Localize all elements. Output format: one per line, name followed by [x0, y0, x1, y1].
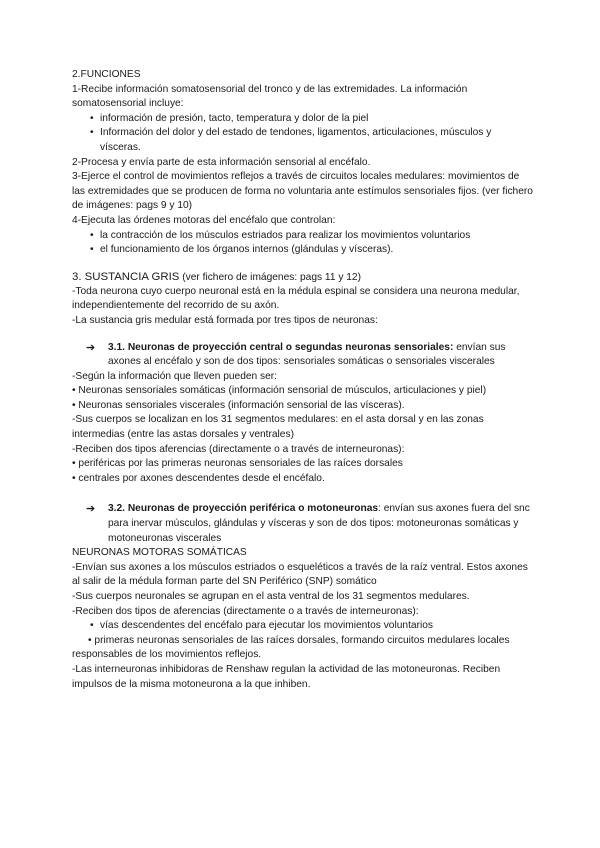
- bullet-dot-icon: •: [88, 634, 95, 646]
- s2-paragraph-1: 1-Recibe información somatosensorial del tronco y de las extremidades. La información somatosensorial incluye:: [72, 83, 468, 110]
- s31-paragraph-1: -Según la información que lleven pueden ser:: [72, 370, 278, 382]
- s2-paragraph-4: 4-Ejecuta las órdenes motoras del encéfalo que controlan:: [72, 214, 336, 226]
- list-item: • Información del dolor y del estado de tendones, ligamentos, articulaciones, músculos y vísceras.: [90, 127, 492, 153]
- bullet-dot-icon: •: [90, 620, 94, 632]
- list-item: • primeras neuronas sensoriales de las raíces dorsales, formando circuitos medulares locales responsables de los movimientos reflejos.: [72, 634, 510, 661]
- section-3-note: (ver fichero de imágenes: pags 11 y 12): [179, 271, 361, 283]
- s31-paragraph-2: -Sus cuerpos se localizan en los 31 segmentos medulares: en el asta dorsal y en las zonas intermedias (entre las astas dorsales y ventrales): [72, 414, 484, 441]
- list-item: • Neuronas sensoriales somáticas (información sensorial de músculos, articulaciones y piel): [72, 385, 487, 397]
- right-arrow-icon: ➔: [86, 503, 96, 516]
- bullet-dot-icon: •: [90, 244, 94, 256]
- subsection-3-2: ➔ 3.2. Neuronas de proyección periférica o motoneuronas: envían sus axones fuera del snc para inervar músculos, glándulas y vísceras y son de dos tipos: motoneuronas somáticas y motoneuronas viscerales: [86, 503, 530, 544]
- subsection-3-2-heading: 3.2. Neuronas de proyección periférica o motoneuronas: [108, 503, 379, 515]
- list-item: • periféricas por las primeras neuronas sensoriales de las raíces dorsales: [72, 458, 403, 470]
- bullet-dot-icon: •: [90, 229, 94, 241]
- right-arrow-icon: ➔: [86, 341, 96, 354]
- section-2-title: 2.FUNCIONES: [72, 69, 141, 80]
- subsection-3-1-heading: 3.1. Neuronas de proyección central o segundas neuronas sensoriales:: [108, 341, 454, 353]
- subsection-3-1: ➔ 3.1. Neuronas de proyección central o segundas neuronas sensoriales: envían sus axones al encéfalo y son de dos tipos: sensoriales somáticas o sensoriales viscerales: [86, 341, 506, 368]
- document-page: [72, 68, 534, 692]
- s3-paragraph-2: -La sustancia gris medular está formada por tres tipos de neuronas:: [72, 314, 378, 326]
- bullet-dot-icon: •: [72, 472, 79, 484]
- list-item: • la contracción de los músculos estriados para realizar los movimientos voluntarios: [72, 229, 534, 244]
- s32-paragraph-2: -Sus cuerpos neuronales se agrupan en el asta ventral de los 31 segmentos medulares.: [72, 591, 470, 602]
- s31-paragraph-3: -Reciben dos tipos aferencias (directamente o a través de interneuronas):: [72, 443, 405, 455]
- s32-paragraph-3: -Reciben dos tipos de aferencias (directamente o a través de interneuronas):: [72, 605, 419, 617]
- section-3-title: 3. SUSTANCIA GRIS (ver fichero de imágenes: pags 11 y 12): [72, 270, 361, 283]
- bullet-dot-icon: •: [90, 112, 94, 124]
- bullet-dot-icon: •: [72, 399, 79, 411]
- list-item: • Neuronas sensoriales viscerales (información sensorial de las vísceras).: [72, 399, 405, 411]
- bullet-dot-icon: •: [90, 127, 94, 139]
- list-item: • el funcionamiento de los órganos internos (glándulas y vísceras).: [72, 243, 534, 258]
- list-item: • centrales por axones descendentes desde el encéfalo.: [72, 472, 325, 484]
- s32-paragraph-4: -Las interneuronas inhibidoras de Renshaw regulan la actividad de las motoneuronas. Reciben impulsos de la misma motoneurona a la que inhiben.: [72, 663, 501, 690]
- bullet-dot-icon: •: [72, 385, 79, 397]
- s3-paragraph-1: -Toda neurona cuyo cuerpo neuronal está en la médula espinal se considera una neurona medular, independientemente del recorrido de su axón.: [72, 285, 520, 312]
- s32-paragraph-1: -Envían sus axones a los músculos estriados o esqueléticos a través de la raíz ventral. Estos axones al salir de la médula forman parte del SN Periférico (SNP) somático: [72, 561, 528, 588]
- list-item: • vías descendentes del encéfalo para ejecutar los movimientos voluntarios: [72, 619, 534, 634]
- list-item: • información de presión, tacto, temperatura y dolor de la piel: [72, 112, 534, 127]
- s2-paragraph-2: 2-Procesa y envía parte de esta información sensorial al encéfalo.: [72, 156, 371, 168]
- bullet-dot-icon: •: [72, 458, 79, 470]
- s2-paragraph-3: 3-Ejerce el control de movimientos reflejos a través de circuitos locales medulares: movimientos de las extremidades que se producen de forma no voluntaria ante estímulos sensoriales fijos. (ver fichero de imágenes: pags 9 y 10): [72, 171, 533, 212]
- s32-subheading: NEURONAS MOTORAS SOMÁTICAS: [72, 547, 247, 559]
